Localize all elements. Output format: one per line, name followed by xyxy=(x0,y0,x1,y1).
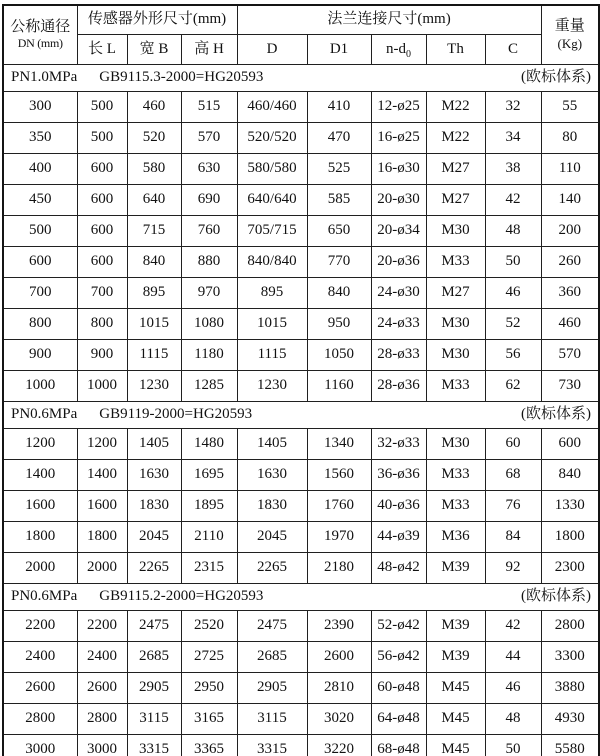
table-cell: 52 xyxy=(485,309,541,340)
table-cell: 38 xyxy=(485,154,541,185)
table-cell: 3880 xyxy=(541,673,599,704)
n-d-label: n-d xyxy=(386,40,407,57)
table-cell: 44-ø39 xyxy=(371,522,426,553)
table-cell: 42 xyxy=(485,611,541,642)
table-cell: 525 xyxy=(307,154,371,185)
table-cell: 1180 xyxy=(181,340,237,371)
table-cell: 1480 xyxy=(181,429,237,460)
table-cell: M22 xyxy=(426,92,485,123)
table-cell: 52-ø42 xyxy=(371,611,426,642)
table-cell: M27 xyxy=(426,278,485,309)
table-cell: 1600 xyxy=(77,491,127,522)
table-cell: 640 xyxy=(127,185,181,216)
table-cell: 800 xyxy=(77,309,127,340)
table-cell: 900 xyxy=(77,340,127,371)
table-row xyxy=(3,460,599,491)
table-cell: 1800 xyxy=(77,522,127,553)
table-row xyxy=(3,429,599,460)
table-cell: 1800 xyxy=(3,522,77,553)
table-cell: 470 xyxy=(307,123,371,154)
dn-unit-label: DN (mm) xyxy=(17,36,63,51)
table-cell: 700 xyxy=(77,278,127,309)
table-cell: M39 xyxy=(426,611,485,642)
table-cell: 3315 xyxy=(127,735,181,756)
table-row xyxy=(3,309,599,340)
section-pressure-rating-label: PN0.6MPa xyxy=(11,406,78,423)
table-cell: 1200 xyxy=(3,429,77,460)
table-row xyxy=(3,123,599,154)
table-cell: M27 xyxy=(426,185,485,216)
table-cell: 2390 xyxy=(307,611,371,642)
table-cell: 24-ø33 xyxy=(371,309,426,340)
table-cell: M39 xyxy=(426,553,485,584)
table-cell: 42 xyxy=(485,185,541,216)
table-cell: 840 xyxy=(541,460,599,491)
table-cell: 460 xyxy=(127,92,181,123)
table-cell: 2000 xyxy=(77,553,127,584)
header-row-subcolumns xyxy=(3,35,599,65)
table-cell: 880 xyxy=(181,247,237,278)
table-cell: 1830 xyxy=(237,491,307,522)
table-cell: 1015 xyxy=(127,309,181,340)
table-cell: 64-ø48 xyxy=(371,704,426,735)
table-cell: 1115 xyxy=(237,340,307,371)
table-cell: M30 xyxy=(426,429,485,460)
table-cell: 76 xyxy=(485,491,541,522)
table-cell: 3020 xyxy=(307,704,371,735)
table-row xyxy=(3,371,599,402)
table-cell: 630 xyxy=(181,154,237,185)
table-cell: 2905 xyxy=(237,673,307,704)
table-cell: 500 xyxy=(77,92,127,123)
table-cell: 500 xyxy=(3,216,77,247)
table-cell: 1405 xyxy=(127,429,181,460)
table-cell: 300 xyxy=(3,92,77,123)
table-cell: 1230 xyxy=(127,371,181,402)
table-cell: 585 xyxy=(307,185,371,216)
table-cell: 34 xyxy=(485,123,541,154)
table-row xyxy=(3,216,599,247)
section-pressure-rating-label: PN1.0MPa xyxy=(11,69,78,86)
table-cell: 2725 xyxy=(181,642,237,673)
table-row xyxy=(3,704,599,735)
header-row-groups xyxy=(3,5,599,35)
table-cell: 1970 xyxy=(307,522,371,553)
table-cell: 800 xyxy=(3,309,77,340)
table-cell: 1695 xyxy=(181,460,237,491)
table-cell: 1115 xyxy=(127,340,181,371)
col-header-d1: D1 xyxy=(307,35,371,65)
table-cell: 350 xyxy=(3,123,77,154)
table-row xyxy=(3,92,599,123)
table-cell: 460/460 xyxy=(237,92,307,123)
table-cell: 3315 xyxy=(237,735,307,756)
table-cell: 24-ø30 xyxy=(371,278,426,309)
table-cell: 600 xyxy=(77,247,127,278)
section-header-row xyxy=(3,65,599,92)
table-cell: 600 xyxy=(3,247,77,278)
table-row xyxy=(3,491,599,522)
table-row xyxy=(3,735,599,756)
table-cell: 760 xyxy=(181,216,237,247)
col-group-sensor-dimensions: 传感器外形尺寸(mm) xyxy=(77,5,237,35)
table-cell: 2520 xyxy=(181,611,237,642)
table-cell: 2600 xyxy=(3,673,77,704)
table-cell: M33 xyxy=(426,491,485,522)
table-cell: 2600 xyxy=(77,673,127,704)
table-cell: 580 xyxy=(127,154,181,185)
section-note-label: (欧标体系) xyxy=(521,69,592,86)
table-cell: 44 xyxy=(485,642,541,673)
table-cell: 62 xyxy=(485,371,541,402)
table-cell: 110 xyxy=(541,154,599,185)
table-cell: 92 xyxy=(485,553,541,584)
table-cell: 20-ø36 xyxy=(371,247,426,278)
table-cell: 1330 xyxy=(541,491,599,522)
table-cell: 4930 xyxy=(541,704,599,735)
table-cell: 400 xyxy=(3,154,77,185)
table-cell: 2180 xyxy=(307,553,371,584)
table-cell: 1230 xyxy=(237,371,307,402)
section-header-cell xyxy=(3,65,599,92)
table-cell: M22 xyxy=(426,123,485,154)
table-cell: 950 xyxy=(307,309,371,340)
table-cell: 80 xyxy=(541,123,599,154)
table-cell: 56-ø42 xyxy=(371,642,426,673)
table-cell: 690 xyxy=(181,185,237,216)
table-cell: 48-ø42 xyxy=(371,553,426,584)
table-cell: M30 xyxy=(426,216,485,247)
section-header-row xyxy=(3,584,599,611)
table-row xyxy=(3,340,599,371)
table-cell: 48 xyxy=(485,704,541,735)
table-cell: 3365 xyxy=(181,735,237,756)
section-header-cell xyxy=(3,402,599,429)
table-cell: 2265 xyxy=(127,553,181,584)
table-cell: 3115 xyxy=(127,704,181,735)
table-cell: 5580 xyxy=(541,735,599,756)
table-cell: 895 xyxy=(237,278,307,309)
section-note-label: (欧标体系) xyxy=(521,406,592,423)
table-cell: 2045 xyxy=(127,522,181,553)
table-cell: 55 xyxy=(541,92,599,123)
table-cell: 2475 xyxy=(127,611,181,642)
table-row xyxy=(3,185,599,216)
table-cell: 32 xyxy=(485,92,541,123)
table-cell: 3000 xyxy=(3,735,77,756)
table-cell: 600 xyxy=(77,185,127,216)
table-cell: 520 xyxy=(127,123,181,154)
table-cell: 68 xyxy=(485,460,541,491)
col-header-d: D xyxy=(237,35,307,65)
table-cell: 46 xyxy=(485,673,541,704)
table-cell: M33 xyxy=(426,460,485,491)
table-cell: 895 xyxy=(127,278,181,309)
table-cell: 650 xyxy=(307,216,371,247)
col-header-n-d0 xyxy=(371,35,426,65)
weight-unit-label: (Kg) xyxy=(557,35,583,51)
table-cell: 450 xyxy=(3,185,77,216)
col-header-th: Th xyxy=(426,35,485,65)
table-cell: 2400 xyxy=(77,642,127,673)
col-header-length-l: 长 L xyxy=(77,35,127,65)
table-cell: 840 xyxy=(307,278,371,309)
table-cell: 580/580 xyxy=(237,154,307,185)
table-cell: 2200 xyxy=(77,611,127,642)
section-header-row xyxy=(3,402,599,429)
table-row xyxy=(3,611,599,642)
section-note-label: (欧标体系) xyxy=(521,588,592,605)
table-cell: 1080 xyxy=(181,309,237,340)
table-cell: 2300 xyxy=(541,553,599,584)
table-cell: 140 xyxy=(541,185,599,216)
table-cell: 2600 xyxy=(307,642,371,673)
table-cell: 1285 xyxy=(181,371,237,402)
table-cell: 68-ø48 xyxy=(371,735,426,756)
section-pressure-rating-label: PN0.6MPa xyxy=(11,588,78,605)
table-cell: 705/715 xyxy=(237,216,307,247)
table-cell: 2400 xyxy=(3,642,77,673)
table-cell: M36 xyxy=(426,522,485,553)
table-cell: 360 xyxy=(541,278,599,309)
table-cell: 600 xyxy=(77,154,127,185)
table-cell: 2265 xyxy=(237,553,307,584)
table-cell: 1405 xyxy=(237,429,307,460)
table-cell: 36-ø36 xyxy=(371,460,426,491)
table-cell: 2200 xyxy=(3,611,77,642)
table-cell: 640/640 xyxy=(237,185,307,216)
table-cell: 730 xyxy=(541,371,599,402)
weight-label: 重量 xyxy=(554,18,585,35)
table-cell: 2045 xyxy=(237,522,307,553)
table-cell: 3165 xyxy=(181,704,237,735)
section-header-cell xyxy=(3,584,599,611)
table-cell: 1560 xyxy=(307,460,371,491)
table-cell: 2905 xyxy=(127,673,181,704)
table-cell: 1800 xyxy=(541,522,599,553)
table-cell: 715 xyxy=(127,216,181,247)
col-header-width-b: 宽 B xyxy=(127,35,181,65)
table-cell: 2800 xyxy=(3,704,77,735)
table-cell: 460 xyxy=(541,309,599,340)
col-header-height-h: 高 H xyxy=(181,35,237,65)
table-cell: 410 xyxy=(307,92,371,123)
table-cell: 28-ø36 xyxy=(371,371,426,402)
table-cell: 2475 xyxy=(237,611,307,642)
table-cell: 1000 xyxy=(3,371,77,402)
table-cell: 1340 xyxy=(307,429,371,460)
table-cell: 570 xyxy=(181,123,237,154)
table-cell: 1400 xyxy=(77,460,127,491)
table-cell: 1830 xyxy=(127,491,181,522)
table-cell: 1630 xyxy=(237,460,307,491)
table-cell: 500 xyxy=(77,123,127,154)
table-cell: 520/520 xyxy=(237,123,307,154)
table-cell: M33 xyxy=(426,247,485,278)
table-cell: 1895 xyxy=(181,491,237,522)
col-header-nominal-diameter xyxy=(3,5,77,65)
table-cell: 32-ø33 xyxy=(371,429,426,460)
table-cell: 20-ø30 xyxy=(371,185,426,216)
table-row xyxy=(3,673,599,704)
table-row xyxy=(3,642,599,673)
table-cell: 1015 xyxy=(237,309,307,340)
table-cell: 900 xyxy=(3,340,77,371)
table-cell: 48 xyxy=(485,216,541,247)
table-cell: M39 xyxy=(426,642,485,673)
col-group-flange-dimensions: 法兰连接尺寸(mm) xyxy=(237,5,541,35)
table-cell: 2685 xyxy=(237,642,307,673)
table-cell: 1160 xyxy=(307,371,371,402)
col-header-weight xyxy=(541,5,599,65)
table-cell: 260 xyxy=(541,247,599,278)
table-cell: M33 xyxy=(426,371,485,402)
table-cell: 60-ø48 xyxy=(371,673,426,704)
table-cell: 2000 xyxy=(3,553,77,584)
table-cell: 1630 xyxy=(127,460,181,491)
table-row xyxy=(3,154,599,185)
table-cell: 2950 xyxy=(181,673,237,704)
table-cell: 840 xyxy=(127,247,181,278)
table-cell: 84 xyxy=(485,522,541,553)
table-cell: M30 xyxy=(426,309,485,340)
table-row xyxy=(3,522,599,553)
table-cell: 28-ø33 xyxy=(371,340,426,371)
table-cell: 515 xyxy=(181,92,237,123)
table-row xyxy=(3,278,599,309)
table-cell: 1600 xyxy=(3,491,77,522)
table-cell: 1200 xyxy=(77,429,127,460)
section-standard-label: GB9115.2-2000=HG20593 xyxy=(99,588,264,605)
table-cell: 2810 xyxy=(307,673,371,704)
dimension-spec-table xyxy=(2,4,600,756)
table-cell: 2110 xyxy=(181,522,237,553)
table-cell: 1000 xyxy=(77,371,127,402)
table-cell: 1050 xyxy=(307,340,371,371)
nominal-diameter-label: 公称通径 xyxy=(10,18,71,35)
table-cell: 12-ø25 xyxy=(371,92,426,123)
table-row xyxy=(3,247,599,278)
table-cell: 600 xyxy=(541,429,599,460)
table-cell: 3220 xyxy=(307,735,371,756)
table-cell: 2685 xyxy=(127,642,181,673)
table-cell: 3300 xyxy=(541,642,599,673)
table-cell: 20-ø34 xyxy=(371,216,426,247)
table-cell: 700 xyxy=(3,278,77,309)
table-cell: 970 xyxy=(181,278,237,309)
table-cell: 1400 xyxy=(3,460,77,491)
table-cell: 3000 xyxy=(77,735,127,756)
table-cell: 770 xyxy=(307,247,371,278)
table-cell: 570 xyxy=(541,340,599,371)
table-row xyxy=(3,553,599,584)
table-cell: 200 xyxy=(541,216,599,247)
table-cell: M45 xyxy=(426,704,485,735)
table-cell: 2315 xyxy=(181,553,237,584)
table-cell: 3115 xyxy=(237,704,307,735)
section-standard-label: GB9119-2000=HG20593 xyxy=(99,406,253,423)
table-body xyxy=(3,65,599,756)
table-cell: 50 xyxy=(485,735,541,756)
table-cell: 16-ø30 xyxy=(371,154,426,185)
table-cell: M27 xyxy=(426,154,485,185)
col-header-c: C xyxy=(485,35,541,65)
table-cell: 1760 xyxy=(307,491,371,522)
section-standard-label: GB9115.3-2000=HG20593 xyxy=(99,69,264,86)
table-cell: 840/840 xyxy=(237,247,307,278)
table-cell: 40-ø36 xyxy=(371,491,426,522)
table-cell: M45 xyxy=(426,673,485,704)
table-cell: 46 xyxy=(485,278,541,309)
table-cell: 600 xyxy=(77,216,127,247)
table-cell: 16-ø25 xyxy=(371,123,426,154)
table-cell: M30 xyxy=(426,340,485,371)
table-cell: 60 xyxy=(485,429,541,460)
table-cell: 50 xyxy=(485,247,541,278)
n-d0-subscript: 0 xyxy=(406,48,412,60)
table-cell: M45 xyxy=(426,735,485,756)
table-cell: 2800 xyxy=(541,611,599,642)
table-cell: 2800 xyxy=(77,704,127,735)
table-cell: 56 xyxy=(485,340,541,371)
